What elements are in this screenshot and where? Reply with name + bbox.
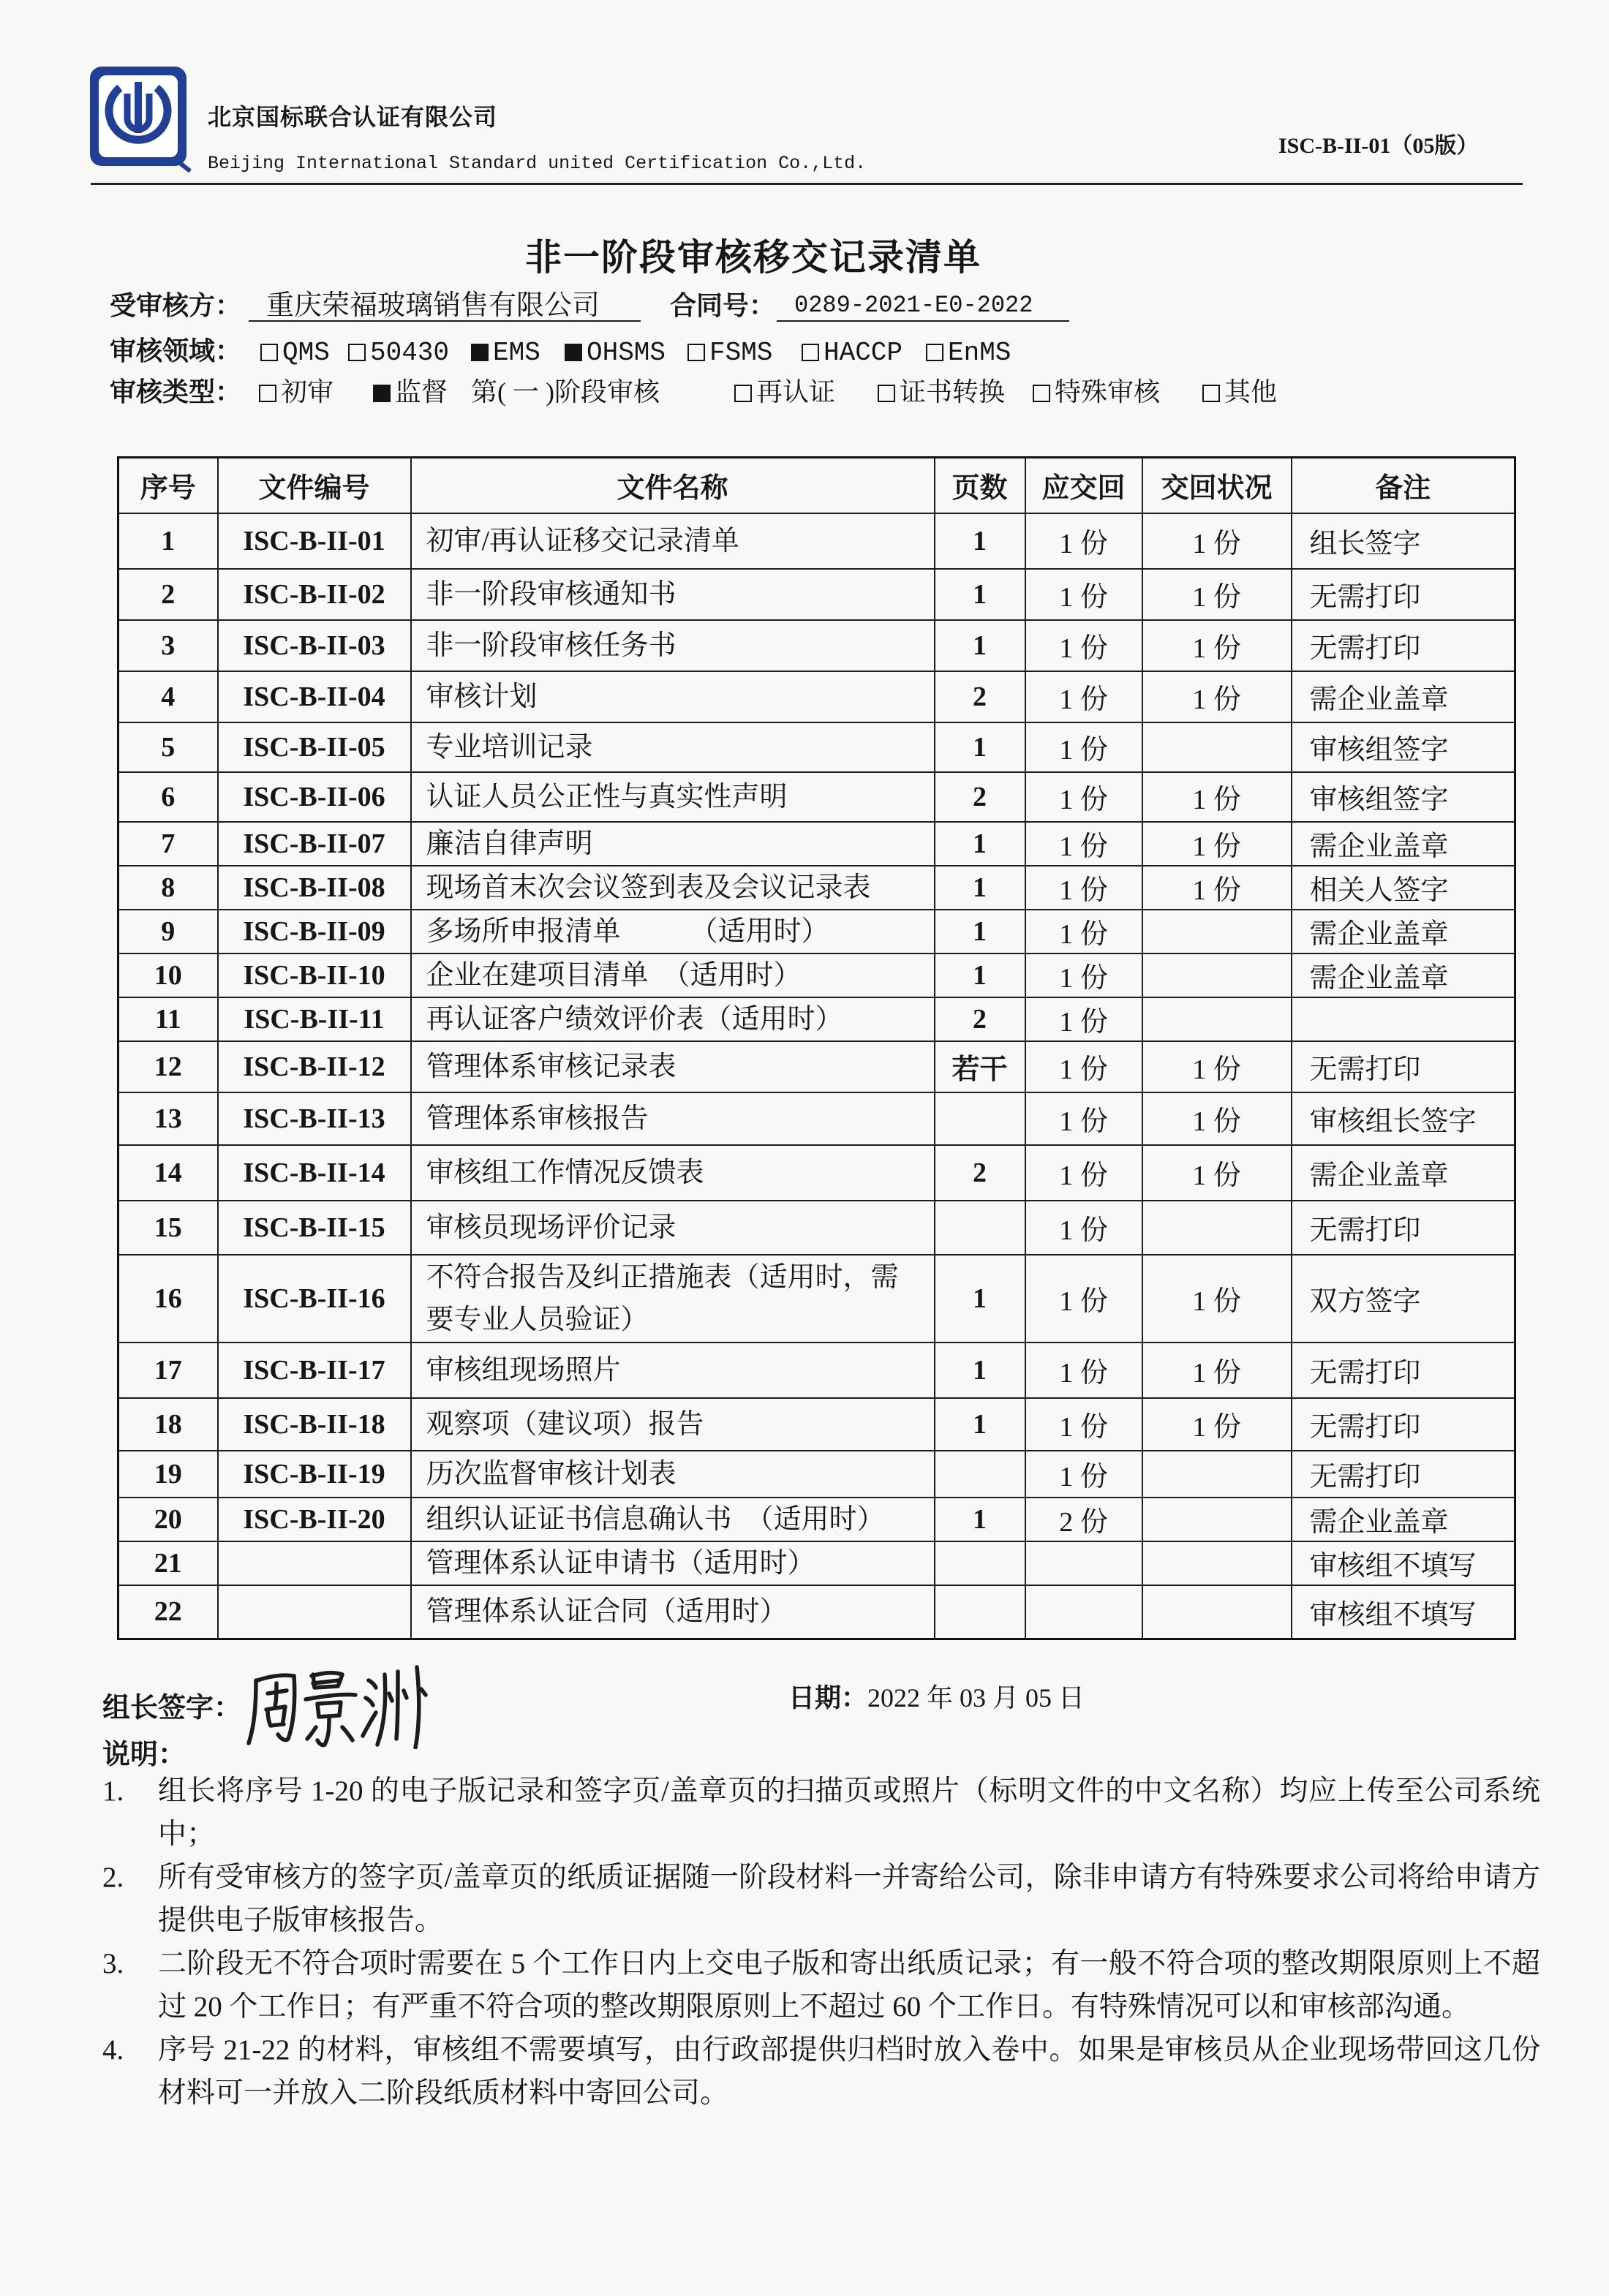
type-option-special bbox=[1033, 376, 1160, 408]
cell-due: 1 份 bbox=[1025, 569, 1142, 620]
header-divider bbox=[91, 183, 1523, 185]
cell-due: 1 份 bbox=[1025, 1451, 1142, 1498]
checkbox-icon bbox=[1202, 385, 1220, 402]
cell-seq: 9 bbox=[118, 910, 218, 953]
note-number: 2. bbox=[102, 1862, 124, 1893]
notes-label: 说明： bbox=[102, 1740, 186, 1770]
checkbox-icon bbox=[802, 344, 819, 361]
type-option-label: 再认证 bbox=[756, 377, 836, 407]
cell-remark: 需企业盖章 bbox=[1292, 671, 1515, 722]
cell-seq: 13 bbox=[118, 1092, 218, 1145]
type-option-label: 证书转换 bbox=[900, 377, 1006, 407]
cell-pages: 1 bbox=[935, 569, 1025, 620]
cell-doc-code: ISC-B-II-04 bbox=[218, 671, 411, 722]
cell-remark: 审核组不填写 bbox=[1292, 1585, 1515, 1639]
domain-option-label: QMS bbox=[282, 338, 330, 368]
checkbox-icon bbox=[734, 385, 752, 402]
checkbox-icon bbox=[878, 385, 895, 402]
cell-doc-name: 审核计划 bbox=[411, 671, 935, 722]
cell-return-status: 1 份 bbox=[1142, 866, 1292, 910]
cell-seq: 12 bbox=[118, 1041, 218, 1092]
cell-doc-name: 认证人员公正性与真实性声明 bbox=[411, 772, 935, 822]
column-header: 页数 bbox=[935, 458, 1025, 513]
date-field bbox=[788, 1680, 1085, 1715]
checkbox-icon bbox=[565, 344, 582, 361]
cell-return-status bbox=[1142, 1498, 1292, 1541]
cell-doc-name: 专业培训记录 bbox=[411, 722, 935, 772]
table-header-row bbox=[118, 458, 1515, 513]
cell-remark: 需企业盖章 bbox=[1292, 1145, 1515, 1201]
contract-number: 0289-2021-E0-2022 bbox=[777, 290, 1069, 322]
cell-pages: 2 bbox=[935, 772, 1025, 822]
cell-return-status: 1 份 bbox=[1142, 1145, 1292, 1201]
cell-doc-code: ISC-B-II-18 bbox=[218, 1398, 411, 1451]
cell-due: 1 份 bbox=[1025, 1398, 1142, 1451]
leader-signature-label: 组长签字： bbox=[102, 1693, 242, 1723]
cell-seq: 15 bbox=[118, 1201, 218, 1255]
type-option-label: 特殊审核 bbox=[1055, 377, 1161, 407]
leader-signature bbox=[246, 1654, 436, 1749]
cell-seq: 7 bbox=[118, 822, 218, 866]
type-option-label: 初审 bbox=[281, 377, 334, 407]
cell-return-status: 1 份 bbox=[1142, 772, 1292, 822]
cell-return-status bbox=[1142, 997, 1292, 1041]
cell-doc-name: 现场首末次会议签到表及会议记录表 bbox=[411, 866, 935, 910]
cell-seq: 17 bbox=[118, 1343, 218, 1398]
cell-doc-name: 管理体系认证合同（适用时） bbox=[411, 1585, 935, 1639]
cell-doc-code: ISC-B-II-06 bbox=[218, 772, 411, 822]
cell-due: 1 份 bbox=[1025, 1041, 1142, 1092]
cell-doc-name: 组织认证证书信息确认书 （适用时） bbox=[411, 1498, 935, 1541]
domain-option-fsms bbox=[687, 335, 772, 367]
cell-return-status: 1 份 bbox=[1142, 1398, 1292, 1451]
table-row bbox=[118, 1343, 1515, 1398]
note-text: 所有受审核方的签字页/盖章页的纸质证据随一阶段材料一并寄给公司，除非申请方有特殊要求公司将给申请方提供电子版审核报告。 bbox=[158, 1862, 1540, 1936]
table-row bbox=[118, 997, 1515, 1041]
cell-seq: 22 bbox=[118, 1585, 218, 1639]
cell-due: 1 份 bbox=[1025, 671, 1142, 722]
cell-seq: 11 bbox=[118, 997, 218, 1041]
audit-type-label: 审核类型： bbox=[110, 377, 242, 407]
cell-doc-code: ISC-B-II-16 bbox=[218, 1255, 411, 1343]
cell-doc-code: ISC-B-II-03 bbox=[218, 620, 411, 671]
cell-doc-name: 审核组现场照片 bbox=[411, 1343, 935, 1398]
type-option-label: 其他 bbox=[1224, 377, 1278, 407]
checkbox-icon bbox=[260, 344, 278, 361]
cell-return-status bbox=[1142, 722, 1292, 772]
cell-pages: 1 bbox=[935, 1398, 1025, 1451]
cell-remark: 组长签字 bbox=[1292, 513, 1515, 569]
checkbox-icon bbox=[471, 344, 489, 361]
cell-remark: 需企业盖章 bbox=[1292, 1498, 1515, 1541]
cell-doc-code: ISC-B-II-07 bbox=[218, 822, 411, 866]
checkbox-icon bbox=[373, 385, 391, 402]
note-number: 4. bbox=[102, 2034, 124, 2066]
cell-return-status bbox=[1142, 1201, 1292, 1255]
cell-pages: 1 bbox=[935, 1255, 1025, 1343]
table-row bbox=[118, 1451, 1515, 1498]
cell-due: 1 份 bbox=[1025, 953, 1142, 997]
company-name-cn: 北京国标联合认证有限公司 bbox=[208, 104, 498, 130]
domain-option-label: EMS bbox=[493, 338, 540, 368]
type-option-other bbox=[1202, 376, 1277, 408]
cell-remark: 需企业盖章 bbox=[1292, 910, 1515, 953]
cell-remark: 需企业盖章 bbox=[1292, 822, 1515, 866]
auditee-label: 受审核方： bbox=[110, 291, 242, 320]
cell-due bbox=[1025, 1541, 1142, 1585]
cell-doc-name: 非一阶段审核任务书 bbox=[411, 620, 935, 671]
cell-remark: 无需打印 bbox=[1292, 1041, 1515, 1092]
checkbox-icon bbox=[259, 385, 276, 402]
type-option-label: 监督 bbox=[395, 377, 448, 407]
notes-list bbox=[102, 1770, 1540, 2115]
cell-seq: 21 bbox=[118, 1541, 218, 1585]
auditee-value: 重庆荣福玻璃销售有限公司 bbox=[249, 290, 641, 322]
cell-pages: 1 bbox=[935, 822, 1025, 866]
table-row bbox=[118, 1585, 1515, 1639]
cell-due: 1 份 bbox=[1025, 620, 1142, 671]
checkbox-icon bbox=[926, 344, 943, 361]
cell-doc-code: ISC-B-II-19 bbox=[218, 1451, 411, 1498]
note-item bbox=[102, 1856, 1540, 1942]
cell-pages: 2 bbox=[935, 997, 1025, 1041]
domain-option-enms bbox=[926, 335, 1011, 367]
table-row bbox=[118, 620, 1515, 671]
cell-pages: 2 bbox=[935, 1145, 1025, 1201]
cell-remark: 无需打印 bbox=[1292, 620, 1515, 671]
cell-return-status bbox=[1142, 1585, 1292, 1639]
company-name-en: Beijing International Standard united Certification Co.,Ltd. bbox=[208, 153, 867, 174]
column-header: 文件编号 bbox=[218, 458, 411, 513]
domain-option-label: FSMS bbox=[709, 338, 773, 368]
cell-due: 2 份 bbox=[1025, 1498, 1142, 1541]
cell-seq: 8 bbox=[118, 866, 218, 910]
table-row bbox=[118, 569, 1515, 620]
cell-seq: 1 bbox=[118, 513, 218, 569]
cell-doc-code: ISC-B-II-12 bbox=[218, 1041, 411, 1092]
cell-doc-name: 管理体系认证申请书（适用时） bbox=[411, 1541, 935, 1585]
cell-due bbox=[1025, 1585, 1142, 1639]
checkbox-icon bbox=[687, 344, 705, 361]
handover-table bbox=[117, 456, 1516, 1640]
cell-remark: 审核组签字 bbox=[1292, 772, 1515, 822]
cell-remark: 审核组不填写 bbox=[1292, 1541, 1515, 1585]
cell-pages: 1 bbox=[935, 620, 1025, 671]
cell-return-status bbox=[1142, 953, 1292, 997]
cell-remark: 无需打印 bbox=[1292, 569, 1515, 620]
note-item bbox=[102, 1770, 1540, 1856]
cell-due: 1 份 bbox=[1025, 722, 1142, 772]
domain-option-ems bbox=[471, 335, 540, 367]
table-row bbox=[118, 1541, 1515, 1585]
cell-return-status: 1 份 bbox=[1142, 671, 1292, 722]
note-number: 3. bbox=[102, 1948, 124, 1979]
cell-remark: 相关人签字 bbox=[1292, 866, 1515, 910]
cell-doc-name: 企业在建项目清单 （适用时） bbox=[411, 953, 935, 997]
cell-pages bbox=[935, 1092, 1025, 1145]
audit-domain-label: 审核领域： bbox=[110, 336, 242, 366]
cell-seq: 5 bbox=[118, 722, 218, 772]
table-row bbox=[118, 671, 1515, 722]
cell-doc-name: 审核组工作情况反馈表 bbox=[411, 1145, 935, 1201]
stage-text: 第( 一 )阶段审核 bbox=[471, 377, 660, 407]
checkbox-icon bbox=[1033, 385, 1050, 402]
date-value: 2022 年 03 月 05 日 bbox=[867, 1683, 1085, 1712]
cell-seq: 16 bbox=[118, 1255, 218, 1343]
company-logo-icon bbox=[88, 64, 193, 173]
signature-strokes bbox=[246, 1654, 436, 1749]
cell-doc-name: 非一阶段审核通知书 bbox=[411, 569, 935, 620]
cell-pages: 1 bbox=[935, 513, 1025, 569]
cell-pages: 1 bbox=[935, 1498, 1025, 1541]
cell-seq: 6 bbox=[118, 772, 218, 822]
domain-option-label: OHSMS bbox=[587, 338, 666, 368]
cell-seq: 18 bbox=[118, 1398, 218, 1451]
cell-due: 1 份 bbox=[1025, 910, 1142, 953]
cell-due: 1 份 bbox=[1025, 822, 1142, 866]
cell-doc-code: ISC-B-II-20 bbox=[218, 1498, 411, 1541]
column-header: 文件名称 bbox=[411, 458, 935, 513]
table-row bbox=[118, 1145, 1515, 1201]
document-code: ISC-B-II-01（05版） bbox=[1278, 134, 1479, 158]
cell-seq: 10 bbox=[118, 953, 218, 997]
cell-doc-code: ISC-B-II-15 bbox=[218, 1201, 411, 1255]
column-header: 备注 bbox=[1292, 458, 1515, 513]
cell-doc-code: ISC-B-II-17 bbox=[218, 1343, 411, 1398]
cell-return-status: 1 份 bbox=[1142, 569, 1292, 620]
cell-doc-code bbox=[218, 1585, 411, 1639]
cell-due: 1 份 bbox=[1025, 513, 1142, 569]
contract-label: 合同号： bbox=[670, 291, 776, 320]
cell-doc-code: ISC-B-II-13 bbox=[218, 1092, 411, 1145]
cell-remark: 需企业盖章 bbox=[1292, 953, 1515, 997]
cell-return-status: 1 份 bbox=[1142, 1343, 1292, 1398]
cell-doc-name: 历次监督审核计划表 bbox=[411, 1451, 935, 1498]
cell-seq: 4 bbox=[118, 671, 218, 722]
table-row bbox=[118, 953, 1515, 997]
type-option-surveillance bbox=[373, 376, 448, 408]
cell-seq: 20 bbox=[118, 1498, 218, 1541]
cell-pages: 若干 bbox=[935, 1041, 1025, 1092]
cell-return-status: 1 份 bbox=[1142, 620, 1292, 671]
cell-pages: 1 bbox=[935, 722, 1025, 772]
column-header: 序号 bbox=[118, 458, 218, 513]
cell-remark: 审核组签字 bbox=[1292, 722, 1515, 772]
note-text: 组长将序号 1-20 的电子版记录和签字页/盖章页的扫描页或照片（标明文件的中文名称）均应上传至公司系统中； bbox=[158, 1775, 1540, 1850]
cell-pages bbox=[935, 1201, 1025, 1255]
domain-option-50430 bbox=[348, 335, 449, 367]
cell-pages: 1 bbox=[935, 953, 1025, 997]
cell-remark: 审核组长签字 bbox=[1292, 1092, 1515, 1145]
cell-return-status: 1 份 bbox=[1142, 1255, 1292, 1343]
cell-doc-code: ISC-B-II-11 bbox=[218, 997, 411, 1041]
cell-return-status bbox=[1142, 910, 1292, 953]
note-number: 1. bbox=[102, 1775, 124, 1807]
cell-doc-code: ISC-B-II-08 bbox=[218, 866, 411, 910]
cell-due: 1 份 bbox=[1025, 1343, 1142, 1398]
cell-seq: 14 bbox=[118, 1145, 218, 1201]
cell-remark: 无需打印 bbox=[1292, 1343, 1515, 1398]
cell-return-status: 1 份 bbox=[1142, 1041, 1292, 1092]
note-text: 序号 21-22 的材料，审核组不需要填写，由行政部提供归档时放入卷中。如果是审核员从企业现场带回这几份材料可一并放入二阶段纸质材料中寄回公司。 bbox=[158, 2034, 1540, 2109]
cell-seq: 3 bbox=[118, 620, 218, 671]
cell-doc-code: ISC-B-II-02 bbox=[218, 569, 411, 620]
date-label: 日期： bbox=[788, 1683, 868, 1712]
cell-doc-name: 审核员现场评价记录 bbox=[411, 1201, 935, 1255]
cell-return-status: 1 份 bbox=[1142, 822, 1292, 866]
table-row bbox=[118, 1498, 1515, 1541]
document-title: 非一阶段审核移交记录清单 bbox=[525, 237, 981, 278]
domain-option-ohsms bbox=[565, 335, 666, 367]
type-option-transfer bbox=[878, 376, 1005, 408]
table-row bbox=[118, 822, 1515, 866]
cell-doc-code: ISC-B-II-14 bbox=[218, 1145, 411, 1201]
table-row bbox=[118, 513, 1515, 569]
cell-pages: 1 bbox=[935, 866, 1025, 910]
cell-pages bbox=[935, 1541, 1025, 1585]
domain-option-haccp bbox=[802, 335, 903, 367]
cell-pages bbox=[935, 1451, 1025, 1498]
cell-pages bbox=[935, 1585, 1025, 1639]
domain-option-qms bbox=[260, 335, 330, 367]
cell-remark: 无需打印 bbox=[1292, 1398, 1515, 1451]
cell-doc-code: ISC-B-II-10 bbox=[218, 953, 411, 997]
cell-doc-name: 管理体系审核记录表 bbox=[411, 1041, 935, 1092]
table-row bbox=[118, 1255, 1515, 1343]
table-row bbox=[118, 1041, 1515, 1092]
cell-remark: 无需打印 bbox=[1292, 1201, 1515, 1255]
type-option-recertification bbox=[734, 376, 835, 408]
table-row bbox=[118, 910, 1515, 953]
cell-remark: 无需打印 bbox=[1292, 1451, 1515, 1498]
cell-due: 1 份 bbox=[1025, 1255, 1142, 1343]
cell-seq: 19 bbox=[118, 1451, 218, 1498]
cell-doc-name: 多场所申报清单 （适用时） bbox=[411, 910, 935, 953]
table-row bbox=[118, 1398, 1515, 1451]
cell-due: 1 份 bbox=[1025, 866, 1142, 910]
cell-doc-name: 观察项（建议项）报告 bbox=[411, 1398, 935, 1451]
domain-option-label: HACCP bbox=[824, 338, 903, 368]
cell-doc-code bbox=[218, 1541, 411, 1585]
domain-option-label: EnMS bbox=[948, 338, 1011, 368]
column-header: 交回状况 bbox=[1142, 458, 1292, 513]
cell-pages: 1 bbox=[935, 910, 1025, 953]
table-row bbox=[118, 1092, 1515, 1145]
cell-due: 1 份 bbox=[1025, 1145, 1142, 1201]
cell-return-status bbox=[1142, 1541, 1292, 1585]
cell-seq: 2 bbox=[118, 569, 218, 620]
table-row bbox=[118, 1201, 1515, 1255]
cell-remark bbox=[1292, 997, 1515, 1041]
note-item bbox=[102, 1942, 1540, 2028]
cell-return-status: 1 份 bbox=[1142, 513, 1292, 569]
cell-doc-name: 廉洁自律声明 bbox=[411, 822, 935, 866]
cell-due: 1 份 bbox=[1025, 997, 1142, 1041]
note-text: 二阶段无不符合项时需要在 5 个工作日内上交电子版和寄出纸质记录；有一般不符合项的整改期限原则上不超过 20 个工作日；有严重不符合项的整改期限原则上不超过 60 个工作日。有特殊情况可以和审核部沟通。 bbox=[158, 1948, 1540, 2023]
cell-doc-code: ISC-B-II-05 bbox=[218, 722, 411, 772]
cell-return-status: 1 份 bbox=[1142, 1092, 1292, 1145]
cell-doc-name: 初审/再认证移交记录清单 bbox=[411, 513, 935, 569]
cell-remark: 双方签字 bbox=[1292, 1255, 1515, 1343]
cell-pages: 1 bbox=[935, 1343, 1025, 1398]
table-row bbox=[118, 772, 1515, 822]
cell-doc-name: 管理体系审核报告 bbox=[411, 1092, 935, 1145]
table-row bbox=[118, 866, 1515, 910]
cell-pages: 2 bbox=[935, 671, 1025, 722]
cell-doc-name: 不符合报告及纠正措施表（适用时，需要专业人员验证） bbox=[411, 1255, 935, 1343]
cell-doc-code: ISC-B-II-09 bbox=[218, 910, 411, 953]
cell-doc-name: 再认证客户绩效评价表（适用时） bbox=[411, 997, 935, 1041]
cell-due: 1 份 bbox=[1025, 772, 1142, 822]
table-body bbox=[118, 513, 1515, 1639]
logo-graphic bbox=[88, 64, 193, 173]
cell-return-status bbox=[1142, 1451, 1292, 1498]
note-item bbox=[102, 2028, 1540, 2115]
cell-due: 1 份 bbox=[1025, 1092, 1142, 1145]
domain-option-label: 50430 bbox=[370, 338, 450, 368]
cell-due: 1 份 bbox=[1025, 1201, 1142, 1255]
table-row bbox=[118, 722, 1515, 772]
column-header: 应交回 bbox=[1025, 458, 1142, 513]
checkbox-icon bbox=[348, 344, 366, 361]
type-option-initial bbox=[259, 376, 334, 408]
cell-doc-code: ISC-B-II-01 bbox=[218, 513, 411, 569]
